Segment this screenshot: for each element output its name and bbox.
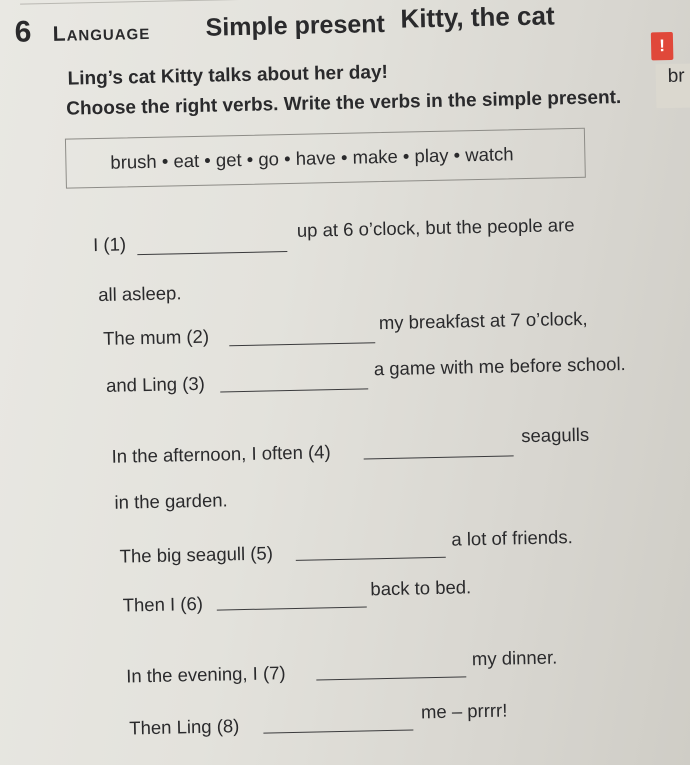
sentence-1-continuation: all asleep. [97,282,182,306]
answer-blank-8[interactable] [263,730,413,734]
sentence-5-suffix: a lot of friends. [451,526,573,550]
sentence-3-suffix: a game with me before school. [373,352,626,380]
intro-line-1: Ling’s cat Kitty talks about her day! [67,61,389,90]
answer-blank-6[interactable] [217,606,367,610]
sentence-1-prefix: I (1) [92,233,127,256]
answer-blank-2[interactable] [229,342,375,346]
sentence-8-prefix: Then Ling (8) [129,715,240,739]
sentence-6-suffix: back to bed. [370,576,472,600]
sentence-7-suffix: my dinner. [471,646,558,670]
topic-heading: Simple present [205,9,386,42]
intro-line-2: Choose the right verbs. Write the verbs in the simple present. [66,87,622,120]
sentence-2-prefix: The mum (2) [102,325,210,349]
sentence-4-prefix: In the afternoon, I often (4) [111,441,331,467]
answer-blank-3[interactable] [220,388,368,392]
sentence-8-suffix: me – prrrr! [420,699,508,723]
sentence-2-suffix: my breakfast at 7 o’clock, [378,307,588,334]
answer-blank-4[interactable] [364,455,514,459]
sentence-1-suffix: up at 6 o’clock, but the people are [296,214,575,241]
sentence-7-prefix: In the evening, I (7) [125,662,286,687]
section-label: Language [52,20,151,46]
side-panel-text: br [667,65,685,88]
sentence-5-prefix: The big seagull (5) [119,542,274,567]
sentence-4-suffix: seagulls [521,423,590,447]
sentence-6-prefix: Then I (6) [122,592,204,616]
word-box-text: brush • eat • get • go • have • make • play • watch [110,143,514,173]
sentence-3-prefix: and Ling (3) [105,372,206,396]
word-box [65,128,586,189]
exercise-number: 6 [14,15,32,49]
answer-blank-1[interactable] [137,251,287,255]
answer-blank-5[interactable] [296,557,446,561]
exercise-title: Kitty, the cat [400,0,555,34]
answer-blank-7[interactable] [316,676,466,680]
sentence-4-continuation: in the garden. [114,489,228,513]
exclamation-icon: ! [651,32,674,60]
